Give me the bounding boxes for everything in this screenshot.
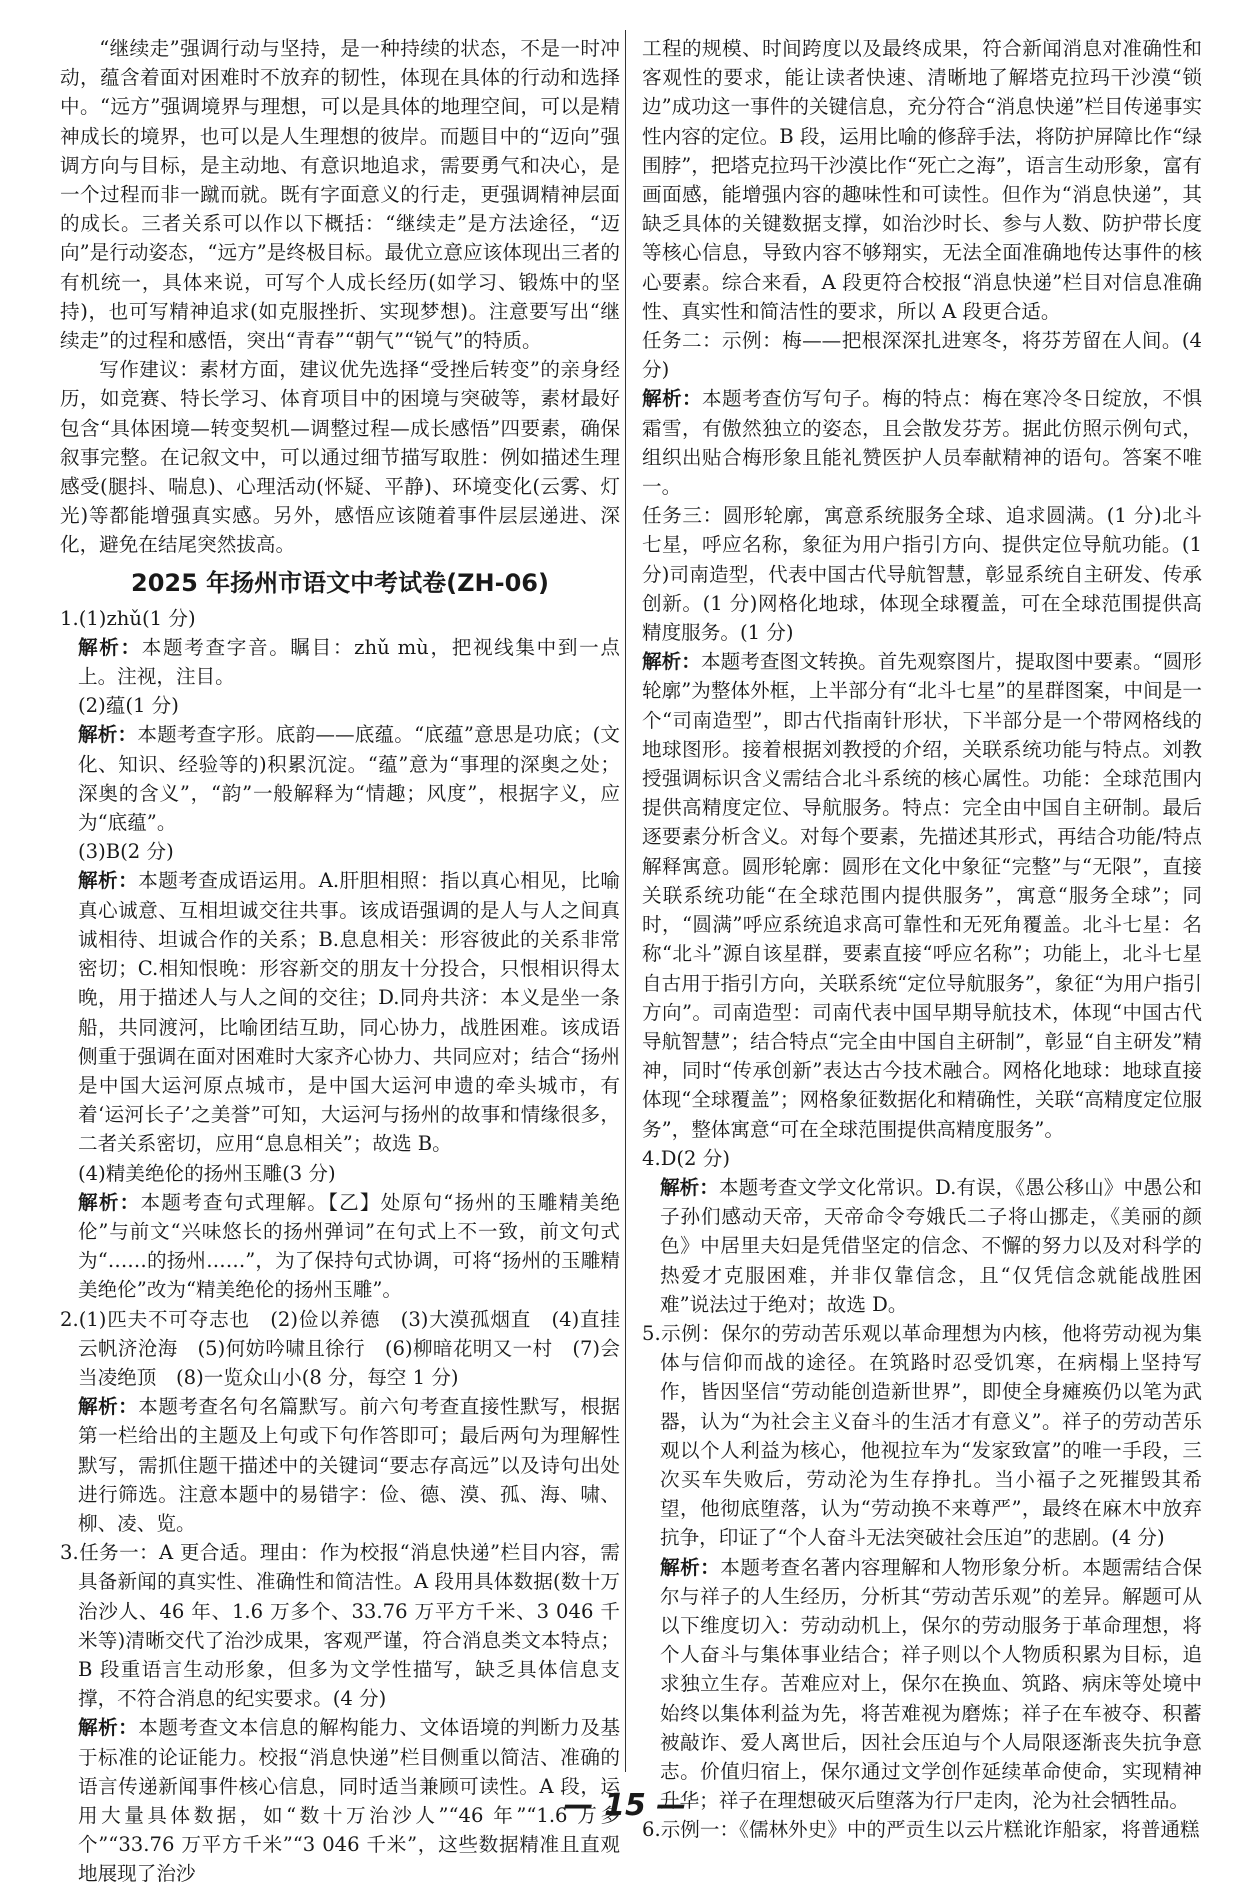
analysis-label: 解析： (642, 650, 701, 674)
q4-answer: 4.D(2 分) (642, 1146, 730, 1170)
q1-analysis-3 (60, 866, 620, 1158)
q4-analysis (642, 1173, 1202, 1319)
right-column (642, 34, 1202, 1845)
q6-answer: 6.示例一：《儒林外史》中的严贡生以云片糕讹诈船家，将普通糕 (642, 1818, 1200, 1842)
q1-answer-2: (2)蕴(1 分) (78, 694, 179, 718)
q2-analysis-text: 本题考查名句名篇默写。前六句考查直接性默写，根据第一栏给出的主题及上句或下句作答即可；最后两句为理解性默写，需抓住题干描述中的关键词“要志存高远”以及诗句出处进行筛选。注意本题中的易错字：俭、德、漠、孤、海、啸、柳、凌、览。 (78, 1395, 621, 1535)
q2-answer: 2.(1)匹夫不可夺志也 (2)俭以养德 (3)大漠孤烟直 (4)直挂云帆济沧海 (5)何妨吟啸且徐行 (6)柳暗花明又一村 (7)会当凌绝顶 (8)一览众山小(8 分，每空 1 分) (60, 1307, 620, 1389)
q1-analysis-2-text: 本题考查字形。底韵——底蕴。“底蕴”意思是功底；(文化、知识、经验等的)积累沉淀。“蕴”意为“事理的深奥之处；深奥的含义”，“韵”一般解释为“情趣；风度”，根据字义，应为“底蕴”。 (78, 723, 620, 835)
q5-analysis-text: 本题考查名著内容理解和人物形象分析。本题需结合保尔与祥子的人生经历，分析其“劳动苦乐观”的差异。解题可从以下维度切入：劳动动机上，保尔的劳动服务于革命理想，将个人奋斗与集体事业结合；祥子则以个人物质积累为目标，追求独立生存。苦难应对上，保尔在换血、筑路、病床等处境中始终以集体利益为先，将苦难视为磨炼；祥子在车被夺、积蓄被敲诈、爱人离世后，因社会压迫与个人局限逐渐丧失抗争意志。价值归宿上，保尔通过文学创作延续革命使命，实现精神升华；祥子在理想破灭后堕落为行尸走肉，沦为社会牺牲品。 (660, 1555, 1203, 1813)
analysis-label: 解析： (660, 1555, 721, 1579)
q1-answer-4: (4)精美绝伦的扬州玉雕(3 分) (78, 1161, 336, 1185)
intro-paragraph-2: 写作建议：素材方面，建议优先选择“受挫后转变”的亲身经历，如竞赛、特长学习、体育项目中的困境与突破等，素材最好包含“具体困境—转变契机—调整过程—成长感悟”四要素，确保叙事完整。在记叙文中，可以通过细节描写取胜：例如描述生理感受(腿抖、喘息)、心理活动(怀疑、平静)、环境变化(云雾、灯光)等都能增强真实感。另外，感悟应该随着事件层层递进、深化，避免在结尾突然拔高。 (60, 358, 620, 557)
intro-paragraph-1: “继续走”强调行动与坚持，是一种持续的状态，不是一时冲动，蕴含着面对困难时不放弃的韧性，体现在具体的行动和选择中。“远方”强调境界与理想，可以是具体的地理空间，可以是精神成长的境界，也可以是人生理想的彼岸。而题目中的“迈向”强调方向与目标，是主动地、有意识地追求，需要勇气和决心，是一个过程而非一蹴而就。既有字面意义的行走，更强调精神层面的成长。三者关系可以作以下概括：“继续走”是方法途径，“迈向”是行动姿态，“远方”是终极目标。最优立意应该体现出三者的有机统一，具体来说，可写个人成长经历(如学习、锻炼中的坚持)，也可写精神追求(如克服挫折、实现梦想)。注意要写出“继续走”的过程和感悟，突出“青春”“朝气”“锐气”的特质。 (60, 37, 620, 353)
q1-answer-3: (3)B(2 分) (78, 840, 174, 864)
q3-answer: 3.任务一：A 更合适。理由：作为校报“消息快递”栏目内容，需具备新闻的真实性、准确性和简洁性。A 段用具体数据(数十万治沙人、46 年、1.6 万多个、33.76 万平方千米、3 046 千米等)清晰交代了治沙成果，客观严谨，符合消息类文本特点；B 段重语言生动形象，但多为文学性描写，缺乏具体信息支撑，不符合消息的纪实要求。(4 分) (60, 1541, 620, 1711)
analysis-label: 解析： (78, 723, 138, 747)
left-column (60, 34, 620, 1889)
analysis-label: 解析： (78, 635, 142, 659)
q5-analysis (642, 1553, 1202, 1816)
analysis-label: 解析： (78, 1395, 139, 1419)
analysis-label: 解析： (78, 1716, 139, 1740)
q1-analysis-1 (60, 633, 620, 691)
page-number: — 15 — (563, 1788, 687, 1823)
analysis-label: 解析： (660, 1175, 719, 1199)
q4-analysis-text: 本题考查文学文化常识。D.有误，《愚公移山》中愚公和子孙们感动天帝，天帝命令夸娥氏二子将山挪走，《美丽的颜色》中居里夫妇是凭借坚定的信念、不懈的努力以及对科学的热爱才克服困难，并非仅靠信念，且“仅凭信念就能战胜困难”说法过于绝对；故选 D。 (660, 1175, 1202, 1316)
q3-analysis-continued: 工程的规模、时间跨度以及最终成果，符合新闻消息对准确性和客观性的要求，能让读者快速、清晰地了解塔克拉玛干沙漠“锁边”成功这一事件的关键信息，充分符合“消息快递”栏目传递事实性内容的定位。B 段，运用比喻的修辞手法，将防护屏障比作“绿围脖”，把塔克拉玛干沙漠比作“死亡之海”，语言生动形象，富有画面感，能增强内容的趣味性和可读性。但作为“消息快递”，其缺乏具体的关键数据支撑，如治沙时长、参与人数、防护带长度等核心信息，导致内容不够翔实，无法全面准确地传达事件的核心要素。综合来看，A 段更符合校报“消息快递”栏目对信息准确性、真实性和简洁性的要求，所以 A 段更合适。 (642, 37, 1202, 323)
task2-answer: 任务二：示例：梅——把根深深扎进寒冬，将芬芳留在人间。(4 分) (642, 329, 1202, 382)
q1-analysis-3-text: 本题考查成语运用。A.肝胆相照：指以真心相见，比喻真心诚意、互相坦诚交往共事。该成语强调的是人与人之间真诚相待、坦诚合作的关系；B.息息相关：形容彼此的关系非常密切；C.相知恨晚：形容新交的朋友十分投合，只恨相识得太晚，用于描述人与人之间的交往；D.同舟共济：本义是坐一条船，共同渡河，比喻团结互助，同心协力，战胜困难。该成语侧重于强调在面对困难时大家齐心协力、共同应对；结合“扬州是中国大运河原点城市，是中国大运河申遗的牵头城市，有着‘运河长子’之美誉”可知，大运河与扬州的故事和情缘很多，二者关系密切，应用“息息相关”；故选 B。 (78, 869, 620, 1156)
q1-analysis-1-text: 本题考查字音。瞩目：zhǔ mù，把视线集中到一点上。注视，注目。 (78, 635, 620, 689)
analysis-label: 解析： (642, 387, 703, 411)
task3-analysis (642, 647, 1202, 1143)
task2-analysis-text: 本题考查仿写句子。梅的特点：梅在寒冷冬日绽放，不惧霜雪，有傲然独立的姿态，且会散发芬芳。据此仿照示例句式，组织出贴合梅形象且能礼赞医护人员奉献精神的语句。答案不唯一。 (642, 387, 1203, 499)
q1-analysis-2 (60, 720, 620, 837)
q1-answer-1: 1.(1)zhǔ(1 分) (60, 606, 196, 630)
task3-analysis-text: 本题考查图文转换。首先观察图片，提取图中要素。“圆形轮廓”为整体外框，上半部分有“北斗七星”的星群图案，中间是一个“司南造型”，即古代指南针形状，下半部分是一个带网格线的地球图形。接着根据刘教授的介绍，关联系统功能与特点。刘教授强调标识含义需结合北斗系统的核心属性。功能：全球范围内提供高精度定位、导航服务。特点：完全由中国自主研制。最后逐要素分析含义。对每个要素，先描述其形式，再结合功能/特点解释寓意。圆形轮廓：圆形在文化中象征“完整”与“无限”，直接关联系统功能“在全球范围内提供服务”，寓意“服务全球”；同时，“圆满”呼应系统追求高可靠性和无死角覆盖。北斗七星：名称“北斗”源自该星群，要素直接“呼应名称”；功能上，北斗七星自古用于指引方向，关联系统“定位导航服务”，象征“为用户指引方向”。司南造型：司南代表中国早期导航技术，体现“中国古代导航智慧”；结合特点“完全由中国自主研制”，彰显“自主研发”精神，同时“传承创新”表达古今技术融合。网格化地球：地球直接体现“全球覆盖”；网格象征数据化和精确性，关联“高精度定位服务”，整体寓意“可在全球范围提供高精度服务”。 (642, 650, 1202, 1141)
analysis-label: 解析： (78, 869, 139, 893)
q5-answer: 5.示例：保尔的劳动苦乐观以革命理想为内核，他将劳动视为集体与信仰而战的途径。在筑路时忍受饥寒，在病榻上坚持写作，皆因坚信“劳动能创造新世界”，即使全身瘫痪仍以笔为武器，认为“为社会主义奋斗的生活才有意义”。祥子的劳动苦乐观以个人利益为核心，他视拉车为“发家致富”的唯一手段，三次买车失败后，劳动沦为生存挣扎。当小福子之死摧毁其希望，他彻底堕落，认为“劳动换不来尊严”，最终在麻木中放弃抗争，印证了“个人奋斗无法突破社会压迫”的悲剧。(4 分) (642, 1321, 1202, 1550)
column-divider (625, 30, 626, 1772)
q2-analysis (60, 1392, 620, 1538)
q1-analysis-4 (60, 1188, 620, 1305)
analysis-label: 解析： (78, 1190, 141, 1214)
q1-analysis-4-text: 本题考查句式理解。【乙】处原句“扬州的玉雕精美绝伦”与前文“兴味悠长的扬州弹词”在句式上不一致，前文句式为“……的扬州……”，为了保持句式协调，可将“扬州的玉雕精美绝伦”改为“精美绝伦的扬州玉雕”。 (78, 1190, 620, 1302)
task3-answer: 任务三：圆形轮廓，寓意系统服务全球、追求圆满。(1 分)北斗七星，呼应名称，象征为用户指引方向、提供定位导航功能。(1 分)司南造型，代表中国古代导航智慧，彰显系统自主研发、传承创新。(1 分)网格化地球，体现全球覆盖，可在全球范围提供高精度服务。(1 分) (642, 504, 1202, 645)
exam-title: 2025 年扬州市语文中考试卷(ZH-06) (131, 568, 549, 597)
task2-analysis (642, 384, 1202, 501)
q3-analysis-text: 本题考查文本信息的解构能力、文体语境的判断力及基于标准的论证能力。校报“消息快递”栏目侧重以简洁、准确的语言传递新闻事件核心信息，同时适当兼顾可读性。A 段，运用大量具体数据，如“数十万治沙人”“46 年”“1.6 万多个”“33.76 万平方千米”“3 046 千米”，这些数据精准且直观地展现了治沙 (78, 1716, 621, 1886)
